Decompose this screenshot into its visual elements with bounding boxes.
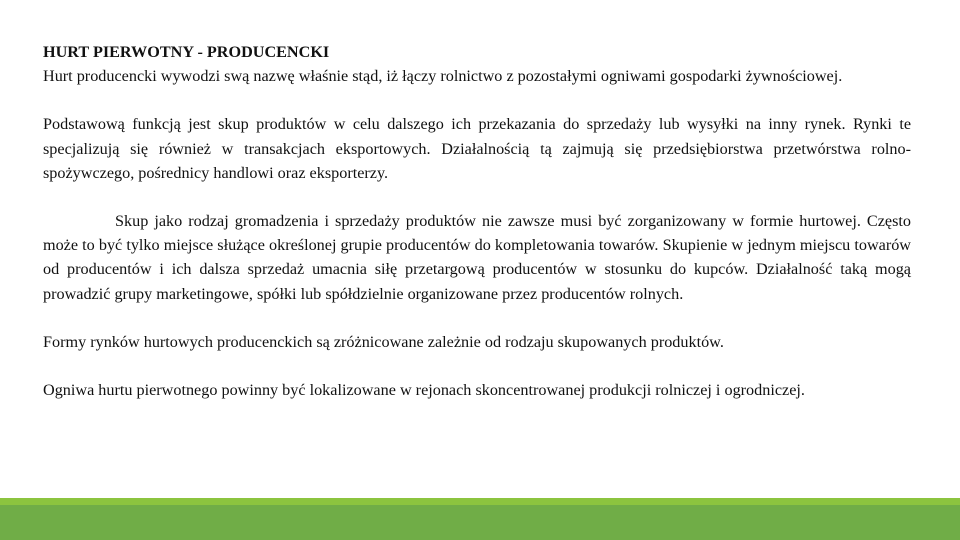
paragraph-gap: [43, 354, 911, 378]
paragraph-intro: Hurt producencki wywodzi swą nazwę właśnie stąd, iż łączy rolnictwo z pozostałymi ogniwami gospodarki żywnościowej.: [43, 67, 843, 86]
paragraph-function: Podstawową funkcją jest skup produktów w celu dalszego ich przekazania do sprzedaży lub wysyłki na inny rynek. Rynki te specjalizują się również w transakcjach eksportowych. Działalnością tą zajmują się przedsiębiorstwa przetwórstwa rolno-spożywczego, pośrednicy handlowi oraz eksporterzy.: [43, 115, 911, 182]
slide-content: [43, 40, 911, 402]
paragraph-gap: [43, 185, 911, 209]
paragraph-gap: [43, 306, 911, 330]
footer-bar: [0, 498, 960, 540]
slide-title: HURT PIERWOTNY - PRODUCENCKI: [43, 43, 330, 61]
paragraph-location: Ogniwa hurtu pierwotnego powinny być lokalizowane w rejonach skoncentrowanej produkcji rolniczej i ogrodniczej.: [43, 381, 805, 400]
paragraph-skup: Skup jako rodzaj gromadzenia i sprzedaży produktów nie zawsze musi być zorganizowany w formie hurtowej. Często może to być tylko miejsce służące określonej grupie producentów do kompletowania towarów. Skupienie w jednym miejscu towarów od producentów i ich dalsza sprzedaż umacnia siłę przetargową producentów w stosunku do kupców. Działalność taką mogą prowadzić grupy marketingowe, spółki lub spółdzielnie organizowane przez producentów rolnych.: [43, 212, 911, 303]
footer-bar-highlight: [0, 498, 960, 505]
paragraph-gap: [43, 88, 911, 112]
paragraph-forms: Formy rynków hurtowych producenckich są zróżnicowane zależnie od rodzaju skupowanych produktów.: [43, 332, 724, 351]
